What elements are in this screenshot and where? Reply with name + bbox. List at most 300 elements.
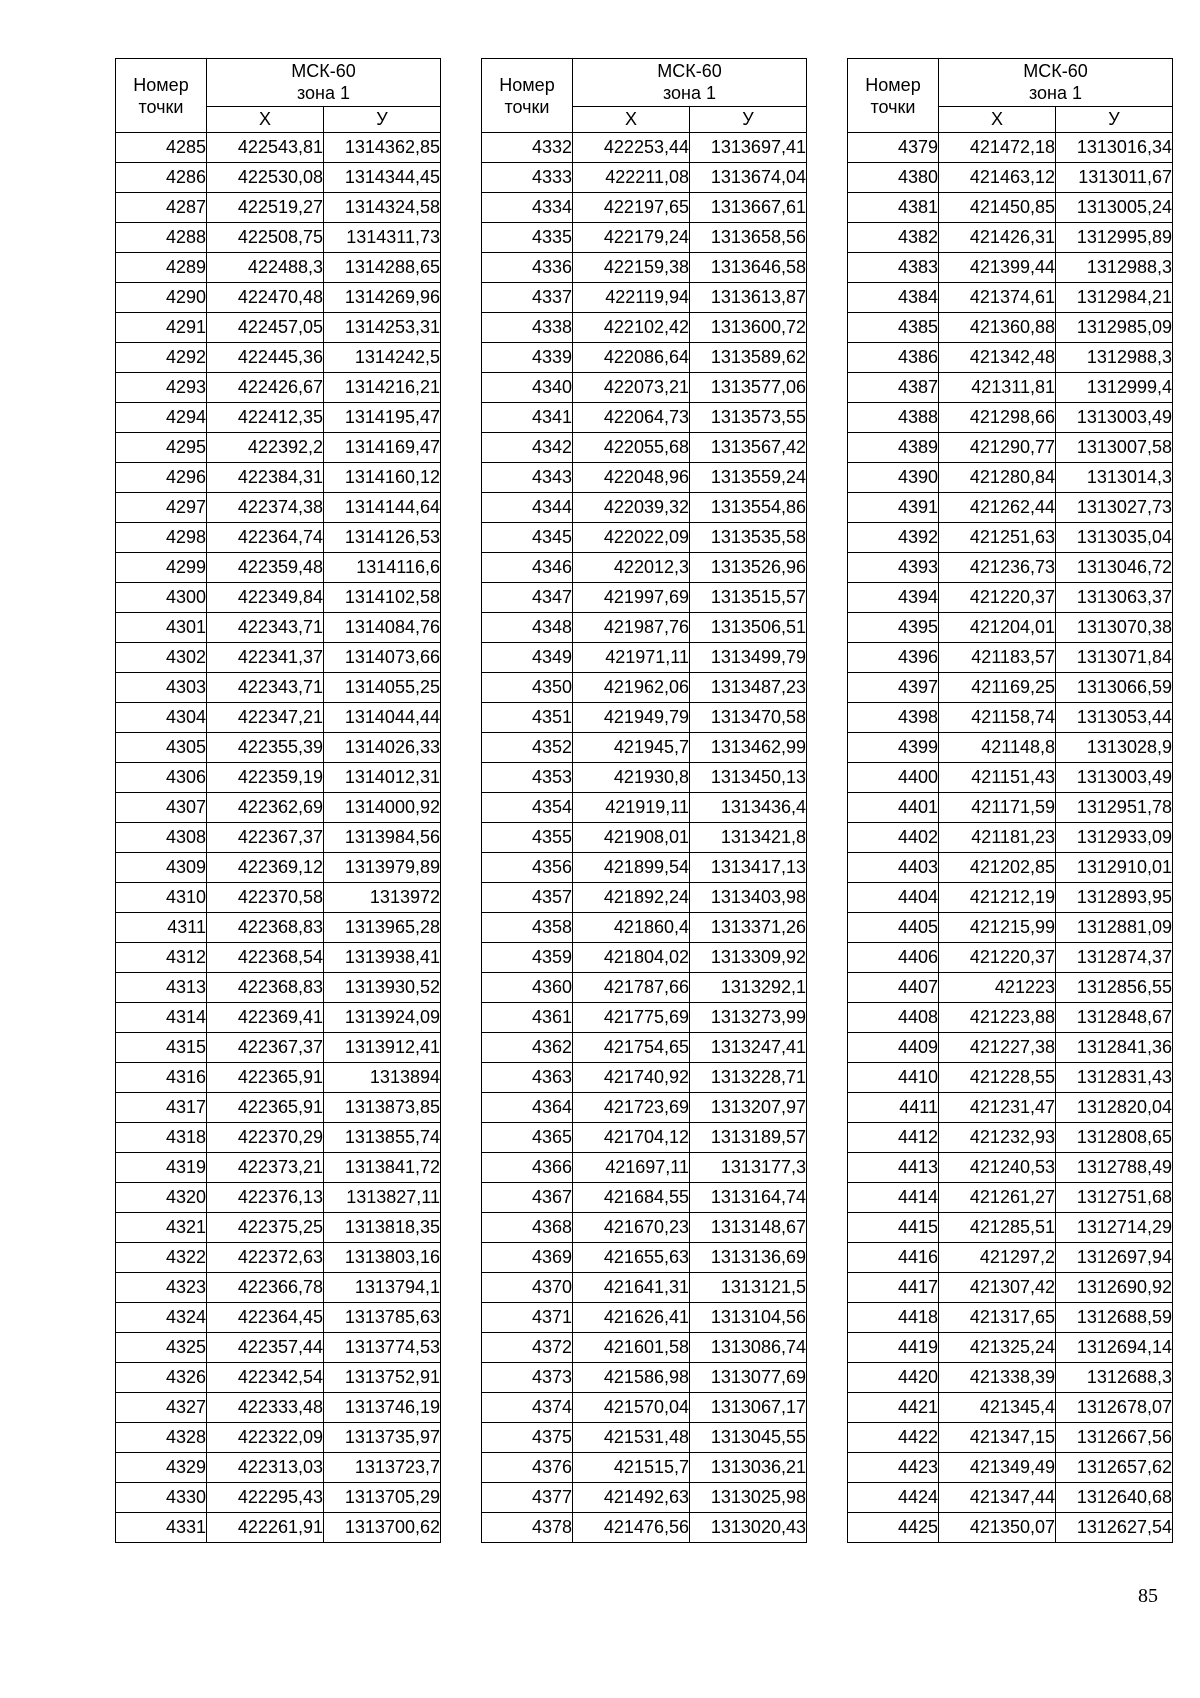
y-coordinate-cell: 1313003,49 — [1056, 403, 1173, 433]
x-coordinate-cell: 422530,08 — [207, 163, 324, 193]
point-number-cell: 4383 — [848, 253, 939, 283]
x-coordinate-cell: 422367,37 — [207, 1033, 324, 1063]
x-coordinate-cell: 422102,42 — [573, 313, 690, 343]
y-coordinate-cell: 1313086,74 — [690, 1333, 807, 1363]
point-number-cell: 4365 — [482, 1123, 573, 1153]
x-coordinate-cell: 422341,37 — [207, 643, 324, 673]
y-coordinate-cell: 1313600,72 — [690, 313, 807, 343]
table-row — [848, 253, 1173, 283]
y-coordinate-cell: 1313025,98 — [690, 1483, 807, 1513]
x-coordinate-cell: 422343,71 — [207, 613, 324, 643]
table-row — [848, 1333, 1173, 1363]
table-row — [116, 613, 441, 643]
table-row — [848, 1033, 1173, 1063]
x-coordinate-cell: 421228,55 — [939, 1063, 1056, 1093]
y-coordinate-cell: 1313667,61 — [690, 193, 807, 223]
point-number-cell: 4323 — [116, 1273, 207, 1303]
x-coordinate-cell: 421325,24 — [939, 1333, 1056, 1363]
table-row — [482, 133, 807, 163]
table-row — [116, 763, 441, 793]
x-coordinate-cell: 421338,39 — [939, 1363, 1056, 1393]
x-coordinate-cell: 422369,12 — [207, 853, 324, 883]
y-coordinate-cell: 1313965,28 — [324, 913, 441, 943]
coordinate-system-header: МСК-60 зона 1 — [207, 59, 441, 107]
table-row — [116, 1333, 441, 1363]
point-number-cell: 4415 — [848, 1213, 939, 1243]
y-coordinate-cell: 1313794,1 — [324, 1273, 441, 1303]
y-coordinate-cell: 1313535,58 — [690, 523, 807, 553]
y-coordinate-cell: 1313070,38 — [1056, 613, 1173, 643]
point-number-cell: 4364 — [482, 1093, 573, 1123]
table-row — [116, 283, 441, 313]
table-row — [116, 1513, 441, 1543]
y-coordinate-cell: 1313487,23 — [690, 673, 807, 703]
y-coordinate-cell: 1314012,31 — [324, 763, 441, 793]
y-coordinate-cell: 1313700,62 — [324, 1513, 441, 1543]
x-coordinate-cell: 421262,44 — [939, 493, 1056, 523]
point-number-cell: 4374 — [482, 1393, 573, 1423]
table-row — [116, 1273, 441, 1303]
table-row — [482, 823, 807, 853]
table-row — [482, 463, 807, 493]
x-coordinate-cell: 421472,18 — [939, 133, 1056, 163]
y-coordinate-cell: 1313136,69 — [690, 1243, 807, 1273]
table-row — [848, 523, 1173, 553]
y-coordinate-cell: 1312627,54 — [1056, 1513, 1173, 1543]
point-number-cell: 4331 — [116, 1513, 207, 1543]
point-number-cell: 4327 — [116, 1393, 207, 1423]
x-coordinate-cell: 422159,38 — [573, 253, 690, 283]
y-coordinate-cell: 1313462,99 — [690, 733, 807, 763]
table-row — [116, 313, 441, 343]
y-coordinate-cell: 1312995,89 — [1056, 223, 1173, 253]
point-number-cell: 4405 — [848, 913, 939, 943]
y-coordinate-cell: 1313014,3 — [1056, 463, 1173, 493]
point-number-cell: 4387 — [848, 373, 939, 403]
x-coordinate-cell: 421899,54 — [573, 853, 690, 883]
table-row — [848, 643, 1173, 673]
table-row — [482, 703, 807, 733]
table-row — [482, 763, 807, 793]
point-number-cell: 4298 — [116, 523, 207, 553]
table-row — [116, 193, 441, 223]
point-number-cell: 4372 — [482, 1333, 573, 1363]
point-number-cell: 4329 — [116, 1453, 207, 1483]
table-row — [482, 1063, 807, 1093]
x-coordinate-cell: 422384,31 — [207, 463, 324, 493]
table-row — [482, 973, 807, 1003]
table-row — [848, 403, 1173, 433]
table-row — [848, 223, 1173, 253]
point-number-header: Номер точки — [116, 59, 207, 133]
x-coordinate-cell: 422457,05 — [207, 313, 324, 343]
x-coordinate-cell: 422012,3 — [573, 553, 690, 583]
x-coordinate-cell: 422359,19 — [207, 763, 324, 793]
point-number-cell: 4330 — [116, 1483, 207, 1513]
point-number-cell: 4384 — [848, 283, 939, 313]
point-number-cell: 4311 — [116, 913, 207, 943]
y-coordinate-cell: 1313071,84 — [1056, 643, 1173, 673]
point-number-cell: 4297 — [116, 493, 207, 523]
table-row — [848, 553, 1173, 583]
point-number-cell: 4300 — [116, 583, 207, 613]
table-row — [116, 253, 441, 283]
x-coordinate-cell: 421317,65 — [939, 1303, 1056, 1333]
y-coordinate-cell: 1312999,4 — [1056, 373, 1173, 403]
point-number-cell: 4413 — [848, 1153, 939, 1183]
point-number-cell: 4309 — [116, 853, 207, 883]
y-coordinate-cell: 1312893,95 — [1056, 883, 1173, 913]
y-column-header: У — [1056, 106, 1173, 132]
x-coordinate-cell: 421704,12 — [573, 1123, 690, 1153]
table-row — [482, 1483, 807, 1513]
point-number-cell: 4286 — [116, 163, 207, 193]
table-row — [482, 1363, 807, 1393]
point-number-cell: 4288 — [116, 223, 207, 253]
point-number-cell: 4301 — [116, 613, 207, 643]
y-coordinate-cell: 1313067,17 — [690, 1393, 807, 1423]
y-coordinate-cell: 1313577,06 — [690, 373, 807, 403]
table-row — [116, 1063, 441, 1093]
y-coordinate-cell: 1314288,65 — [324, 253, 441, 283]
table-row — [116, 163, 441, 193]
table-row — [116, 493, 441, 523]
point-number-cell: 4412 — [848, 1123, 939, 1153]
point-number-cell: 4352 — [482, 733, 573, 763]
point-number-cell: 4411 — [848, 1093, 939, 1123]
point-number-cell: 4416 — [848, 1243, 939, 1273]
table-row — [482, 1393, 807, 1423]
y-coordinate-cell: 1312988,3 — [1056, 253, 1173, 283]
y-coordinate-cell: 1314269,96 — [324, 283, 441, 313]
y-coordinate-cell: 1314160,12 — [324, 463, 441, 493]
x-coordinate-cell: 421962,06 — [573, 673, 690, 703]
table-row — [482, 1303, 807, 1333]
y-coordinate-cell: 1312697,94 — [1056, 1243, 1173, 1273]
x-coordinate-cell: 421531,48 — [573, 1423, 690, 1453]
table-row — [116, 1243, 441, 1273]
point-number-cell: 4355 — [482, 823, 573, 853]
table-row — [848, 763, 1173, 793]
y-coordinate-cell: 1312678,07 — [1056, 1393, 1173, 1423]
y-coordinate-cell: 1312690,92 — [1056, 1273, 1173, 1303]
x-coordinate-cell: 421723,69 — [573, 1093, 690, 1123]
table-row — [848, 133, 1173, 163]
table-row — [848, 583, 1173, 613]
point-number-cell: 4389 — [848, 433, 939, 463]
table-row — [482, 493, 807, 523]
point-number-cell: 4336 — [482, 253, 573, 283]
table-row — [848, 1153, 1173, 1183]
x-coordinate-cell: 421347,44 — [939, 1483, 1056, 1513]
x-coordinate-cell: 421463,12 — [939, 163, 1056, 193]
point-number-cell: 4370 — [482, 1273, 573, 1303]
point-number-cell: 4350 — [482, 673, 573, 703]
y-coordinate-cell: 1314126,53 — [324, 523, 441, 553]
x-coordinate-cell: 422261,91 — [207, 1513, 324, 1543]
x-coordinate-cell: 421227,38 — [939, 1033, 1056, 1063]
point-number-cell: 4369 — [482, 1243, 573, 1273]
x-coordinate-cell: 422374,38 — [207, 493, 324, 523]
point-number-cell: 4345 — [482, 523, 573, 553]
point-number-cell: 4402 — [848, 823, 939, 853]
table-row — [116, 673, 441, 703]
y-coordinate-cell: 1312808,65 — [1056, 1123, 1173, 1153]
table-row — [482, 1333, 807, 1363]
table-row — [848, 613, 1173, 643]
point-number-cell: 4388 — [848, 403, 939, 433]
point-number-cell: 4312 — [116, 943, 207, 973]
point-number-cell: 4362 — [482, 1033, 573, 1063]
table-row — [116, 1033, 441, 1063]
table-row — [848, 1483, 1173, 1513]
table-row — [116, 1213, 441, 1243]
point-number-cell: 4290 — [116, 283, 207, 313]
point-number-header: Номер точки — [482, 59, 573, 133]
x-coordinate-cell: 422368,83 — [207, 913, 324, 943]
point-number-cell: 4409 — [848, 1033, 939, 1063]
point-number-cell: 4287 — [116, 193, 207, 223]
point-number-cell: 4324 — [116, 1303, 207, 1333]
table-row — [482, 313, 807, 343]
y-coordinate-cell: 1313309,92 — [690, 943, 807, 973]
table-row — [848, 343, 1173, 373]
table-row — [482, 913, 807, 943]
point-number-cell: 4377 — [482, 1483, 573, 1513]
point-number-cell: 4326 — [116, 1363, 207, 1393]
point-number-cell: 4357 — [482, 883, 573, 913]
y-coordinate-cell: 1312881,09 — [1056, 913, 1173, 943]
y-coordinate-cell: 1313589,62 — [690, 343, 807, 373]
x-coordinate-cell: 422370,29 — [207, 1123, 324, 1153]
point-number-cell: 4400 — [848, 763, 939, 793]
y-coordinate-cell: 1314044,44 — [324, 703, 441, 733]
point-number-cell: 4407 — [848, 973, 939, 1003]
x-coordinate-cell: 422119,94 — [573, 283, 690, 313]
y-coordinate-cell: 1313436,4 — [690, 793, 807, 823]
table-row — [482, 1423, 807, 1453]
x-coordinate-cell: 422368,83 — [207, 973, 324, 1003]
point-number-cell: 4313 — [116, 973, 207, 1003]
y-coordinate-cell: 1313559,24 — [690, 463, 807, 493]
table-row — [116, 523, 441, 553]
x-coordinate-cell: 422055,68 — [573, 433, 690, 463]
point-number-cell: 4366 — [482, 1153, 573, 1183]
table-row — [848, 913, 1173, 943]
y-coordinate-cell: 1313803,16 — [324, 1243, 441, 1273]
x-coordinate-cell: 421930,8 — [573, 763, 690, 793]
y-coordinate-cell: 1313121,5 — [690, 1273, 807, 1303]
point-number-cell: 4425 — [848, 1513, 939, 1543]
table-row — [848, 493, 1173, 523]
y-coordinate-cell: 1313035,04 — [1056, 523, 1173, 553]
table-row — [848, 1513, 1173, 1543]
y-coordinate-cell: 1313785,63 — [324, 1303, 441, 1333]
table-row — [482, 373, 807, 403]
y-coordinate-cell: 1314311,73 — [324, 223, 441, 253]
point-number-cell: 4310 — [116, 883, 207, 913]
x-coordinate-cell: 421148,8 — [939, 733, 1056, 763]
table-row — [116, 1003, 441, 1033]
y-coordinate-cell: 1313938,41 — [324, 943, 441, 973]
x-coordinate-cell: 421697,11 — [573, 1153, 690, 1183]
point-number-cell: 4335 — [482, 223, 573, 253]
y-coordinate-cell: 1313007,58 — [1056, 433, 1173, 463]
x-coordinate-cell: 421450,85 — [939, 193, 1056, 223]
table-row — [848, 373, 1173, 403]
y-coordinate-cell: 1313746,19 — [324, 1393, 441, 1423]
y-coordinate-cell: 1313894 — [324, 1063, 441, 1093]
x-coordinate-cell: 422376,13 — [207, 1183, 324, 1213]
table-row — [116, 1303, 441, 1333]
point-number-cell: 4367 — [482, 1183, 573, 1213]
x-coordinate-cell: 421426,31 — [939, 223, 1056, 253]
table-row — [482, 1003, 807, 1033]
table-row — [482, 223, 807, 253]
y-coordinate-cell: 1313499,79 — [690, 643, 807, 673]
table-row — [848, 1123, 1173, 1153]
table-row — [116, 553, 441, 583]
table-row — [482, 583, 807, 613]
point-number-cell: 4390 — [848, 463, 939, 493]
x-coordinate-cell: 422365,91 — [207, 1063, 324, 1093]
y-coordinate-cell: 1313697,41 — [690, 133, 807, 163]
table-row — [848, 463, 1173, 493]
coordinates-table — [481, 58, 807, 1543]
table-row — [482, 1513, 807, 1543]
x-coordinate-cell: 422357,44 — [207, 1333, 324, 1363]
y-coordinate-cell: 1313053,44 — [1056, 703, 1173, 733]
table-row — [482, 403, 807, 433]
point-number-cell: 4382 — [848, 223, 939, 253]
y-coordinate-cell: 1312874,37 — [1056, 943, 1173, 973]
table-row — [482, 673, 807, 703]
x-coordinate-cell: 421231,47 — [939, 1093, 1056, 1123]
table-row — [482, 1453, 807, 1483]
point-number-cell: 4404 — [848, 883, 939, 913]
x-column-header: Х — [939, 106, 1056, 132]
x-coordinate-cell: 421212,19 — [939, 883, 1056, 913]
point-number-cell: 4317 — [116, 1093, 207, 1123]
x-coordinate-cell: 422211,08 — [573, 163, 690, 193]
x-coordinate-cell: 422543,81 — [207, 133, 324, 163]
table-row — [116, 733, 441, 763]
table-row — [848, 1063, 1173, 1093]
y-coordinate-cell: 1313506,51 — [690, 613, 807, 643]
table-row — [482, 1213, 807, 1243]
table-row — [848, 193, 1173, 223]
table-row — [116, 943, 441, 973]
table-row — [482, 1093, 807, 1123]
x-coordinate-cell: 422064,73 — [573, 403, 690, 433]
x-coordinate-cell: 421775,69 — [573, 1003, 690, 1033]
table-row — [116, 1093, 441, 1123]
x-coordinate-cell: 421251,63 — [939, 523, 1056, 553]
y-coordinate-cell: 1313573,55 — [690, 403, 807, 433]
y-column-header: У — [690, 106, 807, 132]
x-coordinate-cell: 421987,76 — [573, 613, 690, 643]
x-coordinate-cell: 422412,35 — [207, 403, 324, 433]
point-number-cell: 4417 — [848, 1273, 939, 1303]
point-number-cell: 4359 — [482, 943, 573, 973]
point-number-cell: 4395 — [848, 613, 939, 643]
x-coordinate-cell: 422519,27 — [207, 193, 324, 223]
x-coordinate-cell: 422197,65 — [573, 193, 690, 223]
table-row — [116, 133, 441, 163]
y-coordinate-cell: 1313646,58 — [690, 253, 807, 283]
point-number-cell: 4418 — [848, 1303, 939, 1333]
x-coordinate-cell: 422373,21 — [207, 1153, 324, 1183]
y-coordinate-cell: 1312988,3 — [1056, 343, 1173, 373]
table-row — [848, 973, 1173, 1003]
point-number-header: Номер точки — [848, 59, 939, 133]
y-coordinate-cell: 1313827,11 — [324, 1183, 441, 1213]
y-coordinate-cell: 1314362,85 — [324, 133, 441, 163]
x-coordinate-cell: 421151,43 — [939, 763, 1056, 793]
x-column-header: Х — [573, 106, 690, 132]
y-coordinate-cell: 1312910,01 — [1056, 853, 1173, 883]
point-number-cell: 4396 — [848, 643, 939, 673]
y-coordinate-cell: 1312820,04 — [1056, 1093, 1173, 1123]
x-coordinate-cell: 422508,75 — [207, 223, 324, 253]
table-row — [116, 1363, 441, 1393]
table-row — [848, 1363, 1173, 1393]
point-number-cell: 4406 — [848, 943, 939, 973]
x-coordinate-cell: 421641,31 — [573, 1273, 690, 1303]
point-number-cell: 4361 — [482, 1003, 573, 1033]
x-coordinate-cell: 422392,2 — [207, 433, 324, 463]
y-coordinate-cell: 1313046,72 — [1056, 553, 1173, 583]
table-row — [482, 1273, 807, 1303]
point-number-cell: 4348 — [482, 613, 573, 643]
table-row — [116, 973, 441, 1003]
x-coordinate-cell: 422342,54 — [207, 1363, 324, 1393]
x-coordinate-cell: 422073,21 — [573, 373, 690, 403]
x-coordinate-cell: 421949,79 — [573, 703, 690, 733]
y-coordinate-cell: 1313735,97 — [324, 1423, 441, 1453]
y-coordinate-cell: 1313515,57 — [690, 583, 807, 613]
y-coordinate-cell: 1313450,13 — [690, 763, 807, 793]
x-coordinate-cell: 421297,2 — [939, 1243, 1056, 1273]
table-row — [116, 1123, 441, 1153]
x-coordinate-cell: 421349,49 — [939, 1453, 1056, 1483]
point-number-cell: 4423 — [848, 1453, 939, 1483]
table-row — [482, 643, 807, 673]
x-coordinate-cell: 422322,09 — [207, 1423, 324, 1453]
x-coordinate-cell: 422362,69 — [207, 793, 324, 823]
y-coordinate-cell: 1313164,74 — [690, 1183, 807, 1213]
point-number-cell: 4380 — [848, 163, 939, 193]
y-coordinate-cell: 1313016,34 — [1056, 133, 1173, 163]
table-row — [848, 1393, 1173, 1423]
x-coordinate-cell: 421350,07 — [939, 1513, 1056, 1543]
x-coordinate-cell: 421804,02 — [573, 943, 690, 973]
point-number-cell: 4299 — [116, 553, 207, 583]
table-row — [116, 583, 441, 613]
x-coordinate-cell: 421158,74 — [939, 703, 1056, 733]
x-coordinate-cell: 421945,7 — [573, 733, 690, 763]
point-number-cell: 4307 — [116, 793, 207, 823]
x-coordinate-cell: 422372,63 — [207, 1243, 324, 1273]
point-number-cell: 4320 — [116, 1183, 207, 1213]
point-number-cell: 4408 — [848, 1003, 939, 1033]
y-coordinate-cell: 1312688,59 — [1056, 1303, 1173, 1333]
point-number-cell: 4285 — [116, 133, 207, 163]
point-number-cell: 4353 — [482, 763, 573, 793]
y-coordinate-cell: 1314116,6 — [324, 553, 441, 583]
point-number-cell: 4414 — [848, 1183, 939, 1213]
point-number-cell: 4376 — [482, 1453, 573, 1483]
